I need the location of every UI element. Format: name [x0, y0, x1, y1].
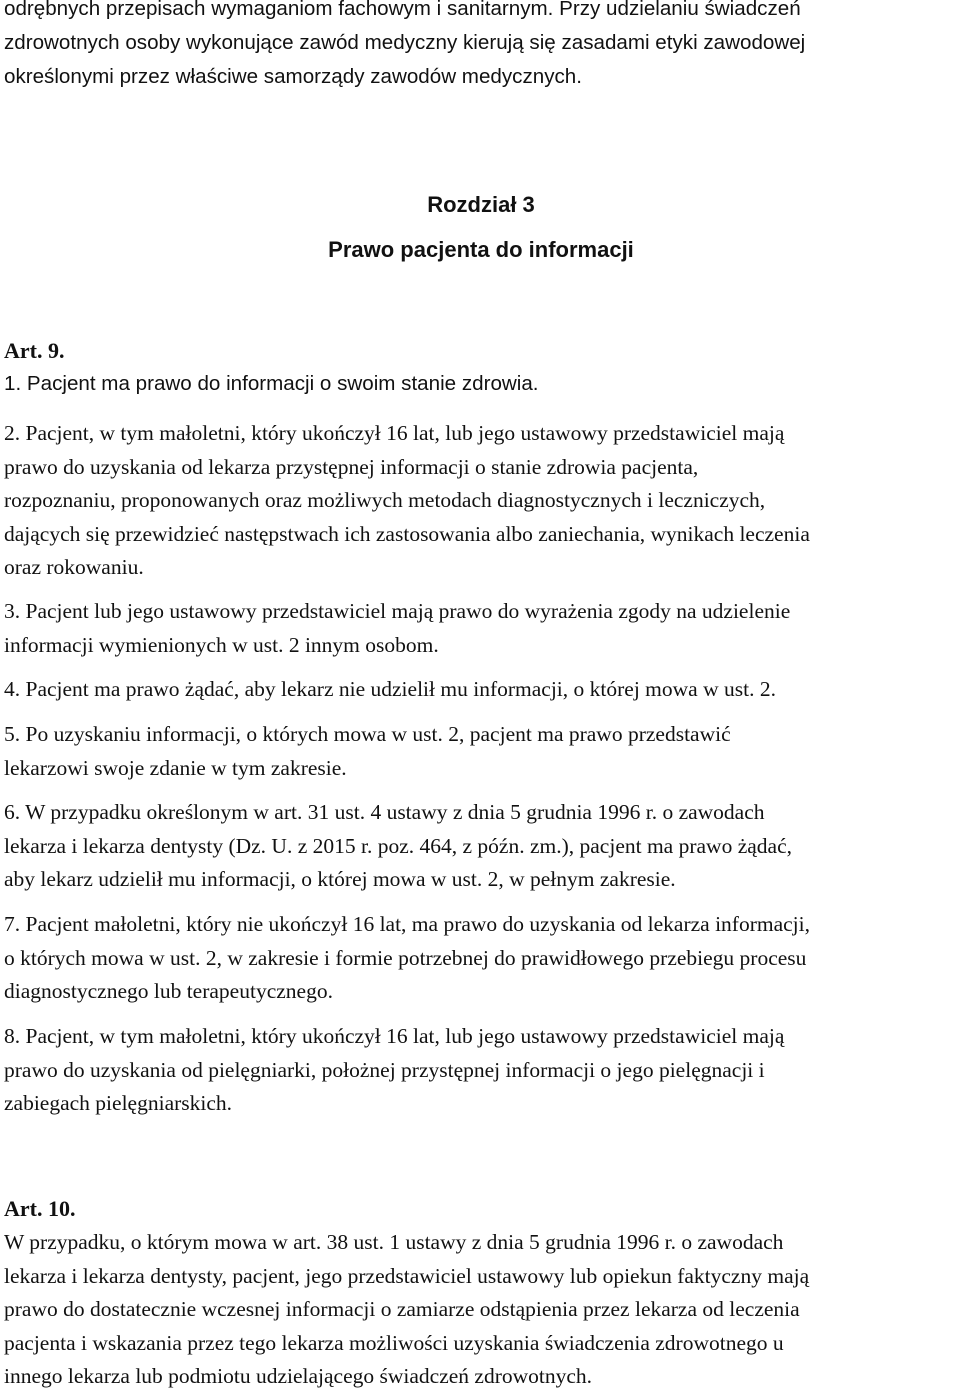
text-line: 8. Pacjent, w tym małoletni, który ukończył 16 lat, lub jego ustawowy przedstawiciel mają	[4, 1024, 785, 1048]
text-line: zdrowotnych osoby wykonujące zawód medyczny kierują się zasadami etyki zawodowej	[4, 31, 806, 54]
text-line: odrębnych przepisach wymaganiom fachowym i sanitarnym. Przy udzielaniu świadczeń	[4, 0, 801, 20]
text-line: 3. Pacjent lub jego ustawowy przedstawiciel mają prawo do wyrażenia zgody na udzielenie	[4, 599, 791, 623]
article-9-paragraph-1	[4, 367, 958, 401]
chapter-number: Rozdział 3	[427, 192, 535, 217]
article-9-paragraph-4	[4, 673, 958, 707]
text-line: określonymi przez właściwe samorządy zawodów medycznych.	[4, 65, 582, 88]
article-10-heading: Art. 10.	[4, 1196, 76, 1221]
text-line: 7. Pacjent małoletni, który nie ukończył 16 lat, ma prawo do uzyskania od lekarza informacji,	[4, 912, 810, 936]
article-9-paragraph-7	[4, 908, 958, 1009]
text-line: aby lekarz udzielił mu informacji, o której mowa w ust. 2, w pełnym zakresie.	[4, 867, 676, 891]
text-line: prawo do uzyskania od pielęgniarki, położnej przystępnej informacji o jego pielęgnacji i	[4, 1057, 765, 1082]
text-line: informacji wymienionych w ust. 2 innym osobom.	[4, 632, 439, 657]
text-line: rozpoznaniu, proponowanych oraz możliwych metodach diagnostycznych i leczniczych,	[4, 488, 766, 512]
text-line: 1. Pacjent ma prawo do informacji o swoim stanie zdrowia.	[4, 372, 539, 395]
chapter-title: Prawo pacjenta do informacji	[328, 237, 634, 262]
text-line: zabiegach pielęgniarskich.	[4, 1091, 233, 1115]
text-line: prawo do dostatecznie wczesnej informacji o zamiarze odstąpienia przez lekarza od leczenia	[4, 1297, 800, 1321]
text-line: 2. Pacjent, w tym małoletni, który ukończył 16 lat, lub jego ustawowy przedstawiciel mają	[4, 421, 785, 445]
article-10-text	[4, 1226, 958, 1394]
text-line: o których mowa w ust. 2, w zakresie i formie potrzebnej do prawidłowego przebiegu procesu	[4, 945, 807, 970]
text-line: lekarzowi swoje zdanie w tym zakresie.	[4, 755, 347, 780]
article-9-paragraph-5	[4, 718, 958, 785]
text-line: oraz rokowaniu.	[4, 555, 144, 579]
article-9-paragraph-6	[4, 796, 958, 897]
text-line: diagnostycznego lub terapeutycznego.	[4, 979, 333, 1003]
text-line: 5. Po uzyskaniu informacji, o których mowa w ust. 2, pacjent ma prawo przedstawić	[4, 722, 731, 746]
text-line: innego lekarza lub podmiotu udzielającego świadczeń zdrowotnych.	[4, 1364, 593, 1388]
intro-paragraph	[4, 0, 958, 94]
text-line: W przypadku, o którym mowa w art. 38 ust. 1 ustawy z dnia 5 grudnia 1996 r. o zawodach	[4, 1230, 784, 1254]
text-line: pacjenta i wskazania przez tego lekarza możliwości uzyskania świadczenia zdrowotnego u	[4, 1330, 784, 1355]
article-9-paragraph-8	[4, 1020, 958, 1121]
text-line: 4. Pacjent ma prawo żądać, aby lekarz nie udzielił mu informacji, o której mowa w ust. 2.	[4, 677, 776, 701]
article-9-paragraph-3	[4, 595, 958, 662]
text-line: prawo do uzyskania od lekarza przystępnej informacji o stanie zdrowia pacjenta,	[4, 454, 699, 479]
article-9-paragraph-2	[4, 417, 958, 585]
text-line: lekarza i lekarza dentysty, pacjent, jego przedstawiciel ustawowy lub opiekun faktyczny mają	[4, 1263, 810, 1288]
text-line: dających się przewidzieć następstwach ich zastosowania albo zaniechania, wynikach leczenia	[4, 521, 810, 546]
article-9-heading: Art. 9.	[4, 338, 65, 363]
text-line: 6. W przypadku określonym w art. 31 ust. 4 ustawy z dnia 5 grudnia 1996 r. o zawodach	[4, 800, 765, 824]
text-line: lekarza i lekarza dentysty (Dz. U. z 2015 r. poz. 464, z późn. zm.), pacjent ma prawo żądać,	[4, 833, 793, 858]
